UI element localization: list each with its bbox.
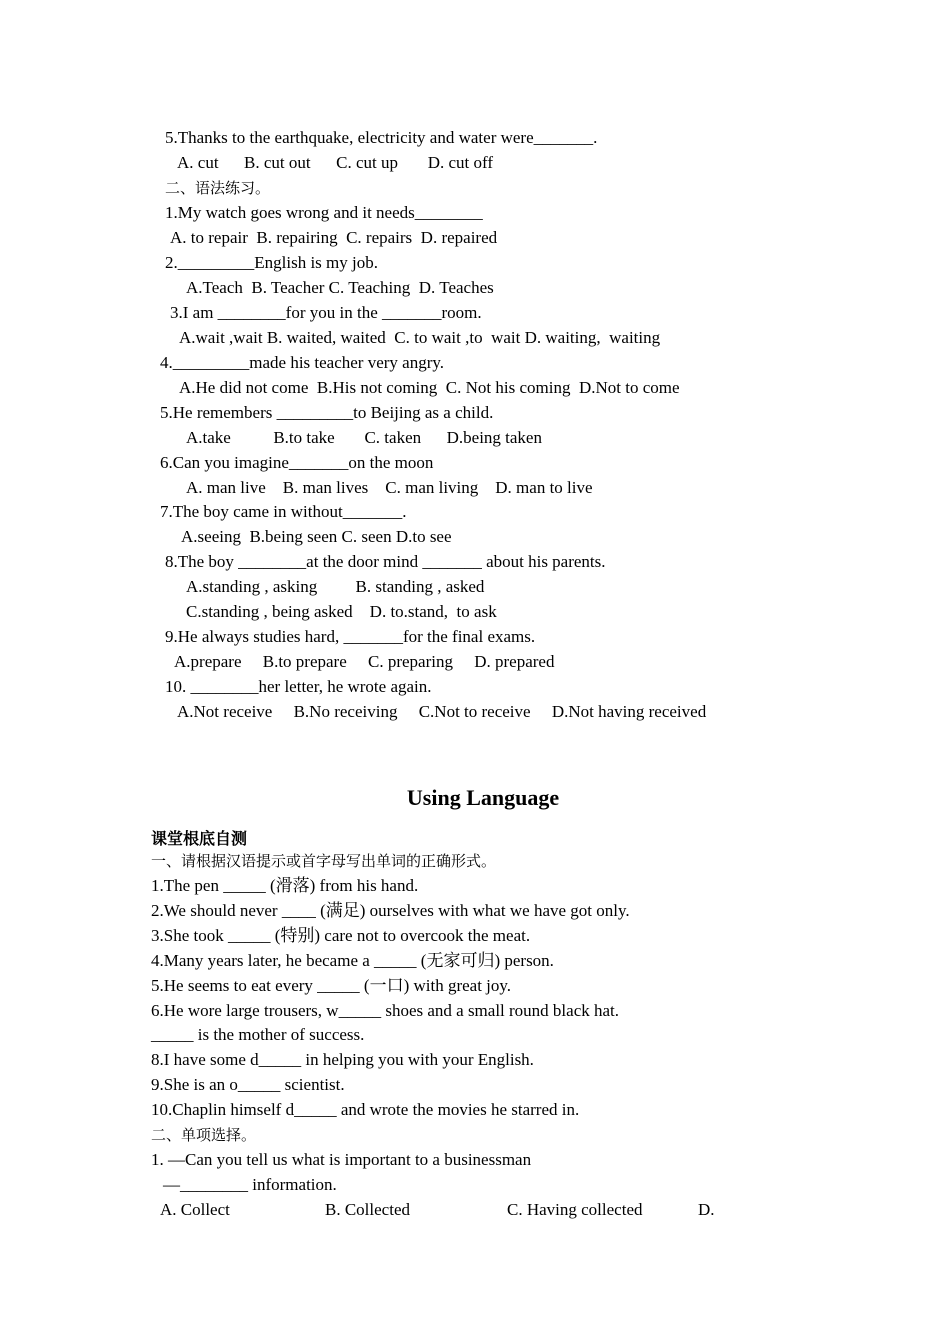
q5-cut-options: A. cut B. cut out C. cut up D. cut off (177, 153, 494, 172)
grammar-q3: 3.I am ________for you in the _______room. (170, 303, 482, 322)
choice-q1-option-d: D. (698, 1200, 715, 1219)
grammar-q9-options: A.prepare B.to prepare C. preparing D. prepared (174, 652, 555, 671)
vocab-q2: 2.We should never ____ (满足) ourselves with what we have got only. (151, 901, 630, 920)
grammar-q8: 8.The boy ________at the door mind _______ about his parents. (165, 552, 606, 571)
q5-cut-question: 5.Thanks to the earthquake, electricity and water were_______. (165, 128, 598, 147)
grammar-q2: 2._________English is my job. (165, 253, 378, 272)
section-heading: 课堂根底自测 (151, 829, 248, 848)
vocab-q7: _____ is the mother of success. (151, 1025, 365, 1044)
vocab-q6: 6.He wore large trousers, w_____ shoes and a small round black hat. (151, 1001, 620, 1020)
grammar-q10: 10. ________her letter, he wrote again. (165, 677, 432, 696)
choice-q1-option-c: C. Having collected (507, 1200, 643, 1219)
grammar-q2-options: A.Teach B. Teacher C. Teaching D. Teaches (186, 278, 494, 297)
grammar-q1-options: A. to repair B. repairing C. repairs D. repaired (170, 228, 498, 247)
grammar-q4-options: A.He did not come B.His not coming C. Not his coming D.Not to come (179, 378, 680, 397)
grammar-q7-options: A.seeing B.being seen C. seen D.to see (181, 527, 452, 546)
grammar-q7: 7.The boy came in without_______. (160, 502, 407, 521)
grammar-q4: 4._________made his teacher very angry. (160, 353, 445, 372)
grammar-q5-options: A.take B.to take C. taken D.being taken (186, 428, 542, 447)
grammar-q8-options-ab: A.standing , asking B. standing , asked (186, 577, 485, 596)
choice-q1: 1. —Can you tell us what is important to a businessman (151, 1150, 532, 1169)
grammar-section-heading: 二、语法练习。 (165, 179, 271, 197)
vocab-q1: 1.The pen _____ (滑落) from his hand. (151, 876, 419, 895)
vocab-q9: 9.She is an o_____ scientist. (151, 1075, 345, 1094)
vocab-q10: 10.Chaplin himself d_____ and wrote the movies he starred in. (151, 1100, 580, 1119)
grammar-q1: 1.My watch goes wrong and it needs________ (165, 203, 483, 222)
grammar-q3-options: A.wait ,wait B. waited, waited C. to wait ,to wait D. waiting, waiting (179, 328, 661, 347)
choice-q1-answer-line: —________ information. (163, 1175, 337, 1194)
grammar-q6-options: A. man live B. man lives C. man living D. man to live (186, 478, 593, 497)
grammar-q6: 6.Can you imagine_______on the moon (160, 453, 434, 472)
vocab-q4: 4.Many years later, he became a _____ (无家可归) person. (151, 951, 554, 970)
vocab-q3: 3.She took _____ (特别) care not to overcook the meat. (151, 926, 531, 945)
vocab-instruction: 一、请根据汉语提示或首字母写出单词的正确形式。 (151, 852, 497, 870)
choice-q1-option-a: A. Collect (160, 1200, 230, 1219)
grammar-q9: 9.He always studies hard, _______for the final exams. (165, 627, 536, 646)
choice-q1-option-b: B. Collected (325, 1200, 410, 1219)
vocab-q5: 5.He seems to eat every _____ (一口) with great joy. (151, 976, 512, 995)
choice-section-heading: 二、单项选择。 (151, 1126, 257, 1144)
section-title: Using Language (406, 785, 560, 810)
grammar-q10-options: A.Not receive B.No receiving C.Not to receive D.Not having received (177, 702, 707, 721)
vocab-q8: 8.I have some d_____ in helping you with your English. (151, 1050, 534, 1069)
grammar-q5: 5.He remembers _________to Beijing as a child. (160, 403, 494, 422)
grammar-q8-options-cd: C.standing , being asked D. to.stand, to ask (186, 602, 497, 621)
